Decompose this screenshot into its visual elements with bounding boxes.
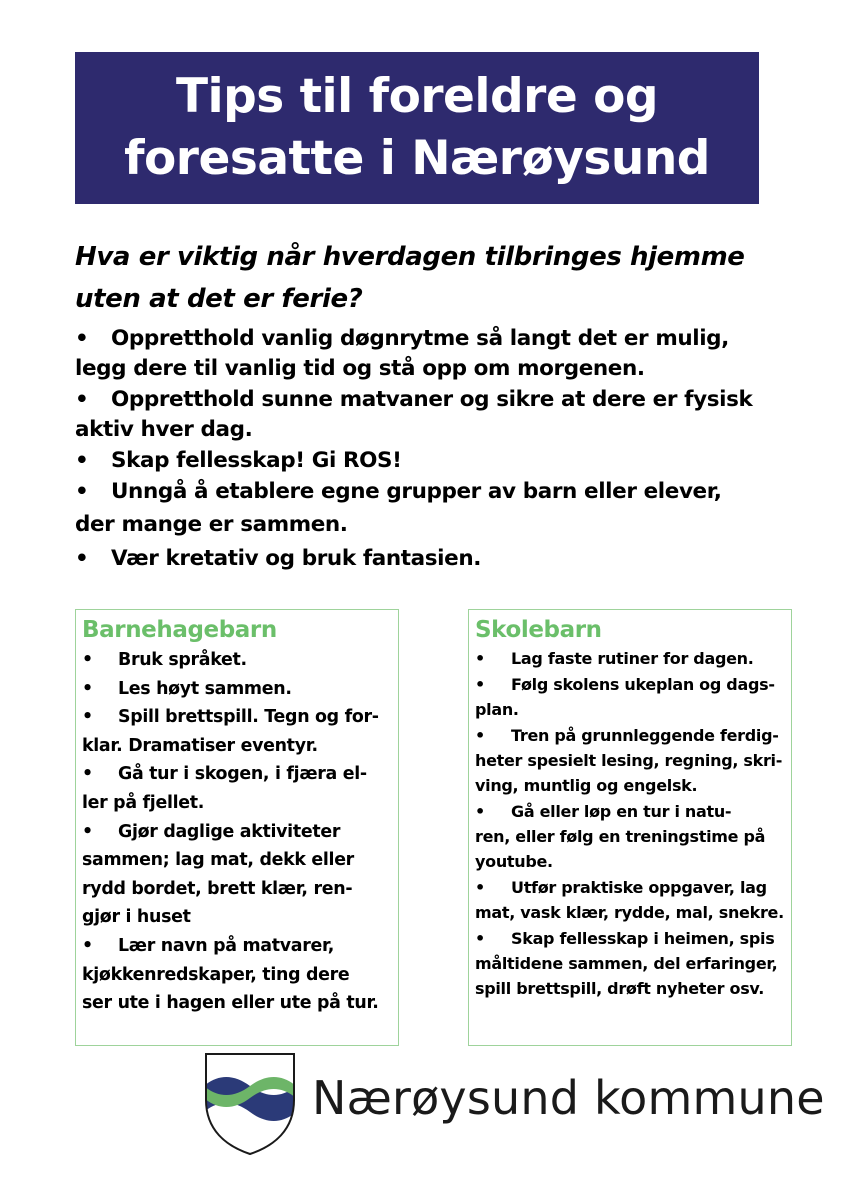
bullet-icon: • (75, 546, 89, 571)
list-item (82, 932, 392, 1018)
bullet-icon: • (475, 725, 485, 745)
list-item-text: Gå eller løp en tur i natu- (511, 801, 732, 821)
list-item-line: heter spesielt lesing, regning, skri- (475, 750, 783, 770)
list-item-line: ler på fjellet. (82, 792, 205, 813)
list-item-line (475, 723, 785, 748)
question-line-1: Hva er viktig når hverdagen tilbringes hjemme (75, 242, 745, 272)
main-tip-line: Oppretthold sunne matvaner og sikre at dere er fysisk (111, 387, 753, 412)
skole-list (475, 646, 785, 1001)
barnehage-heading: Barnehagebarn (82, 617, 277, 643)
main-tip-line: der mange er sammen. (75, 512, 348, 537)
list-item-line: spill brettspill, drøft nyheter osv. (475, 979, 765, 999)
list-item (475, 646, 785, 671)
list-item (82, 646, 392, 675)
list-item-line: rydd bordet, brett klær, ren- (82, 878, 353, 899)
list-item-line (475, 875, 785, 900)
list-item-text: Lær navn på matvarer, (118, 935, 334, 956)
list-item-line: ser ute i hagen eller ute på tur. (82, 993, 379, 1014)
title-line-1: Tips til foreldre og (175, 69, 659, 124)
barnehage-box (75, 609, 399, 1046)
bullet-icon: • (82, 764, 93, 785)
list-item-line (82, 675, 392, 704)
list-item (82, 760, 392, 817)
main-tip-4 (75, 477, 795, 540)
list-item-line (475, 799, 785, 824)
skole-heading: Skolebarn (475, 617, 602, 643)
list-item-line (475, 672, 785, 697)
list-item-line (475, 646, 785, 671)
list-item (475, 926, 785, 1002)
question-line-2: uten at det er ferie? (75, 284, 363, 314)
bullet-icon: • (82, 821, 93, 842)
title-line-2: foresatte i Nærøysund (124, 131, 710, 186)
question-heading (75, 236, 795, 320)
main-tip-line: legg dere til vanlig tid og stå opp om morgenen. (75, 356, 645, 381)
main-tip-line: Vær kretativ og bruk fantasien. (111, 546, 482, 571)
main-tip-line: Skap fellesskap! Gi ROS! (111, 448, 402, 473)
list-item-line: ren, eller følg en treningstime på (475, 826, 766, 846)
list-item (82, 675, 392, 704)
main-tip-3 (75, 446, 795, 476)
main-tip-2 (75, 385, 795, 445)
list-item (475, 875, 785, 925)
list-item-line: youtube. (475, 852, 553, 872)
list-item-text: Utfør praktiske oppgaver, lag (511, 877, 767, 897)
list-item-line (475, 926, 785, 951)
list-item (82, 703, 392, 760)
bullet-icon: • (82, 650, 93, 670)
main-tip-line: Unngå å etablere egne grupper av barn eller elever, (111, 479, 722, 504)
main-tip-line: Oppretthold vanlig døgnrytme så langt det er mulig, (111, 326, 729, 351)
list-item-line (82, 818, 392, 847)
list-item-text: Tren på grunnleggende ferdig- (511, 725, 779, 745)
title-banner (75, 52, 759, 204)
bullet-icon: • (475, 801, 485, 821)
list-item-text: Gjør daglige aktiviteter (118, 821, 341, 842)
main-tip-1 (75, 324, 795, 384)
list-item-line (82, 760, 392, 789)
bullet-icon: • (75, 387, 89, 412)
list-item-text: Gå tur i skogen, i fjæra el- (118, 764, 367, 785)
list-item-line: gjør i huset (82, 907, 191, 928)
list-item-text: Lag faste rutiner for dagen. (511, 649, 754, 668)
list-item-line (82, 646, 392, 675)
list-item-text: Les høyt sammen. (118, 678, 292, 699)
bullet-icon: • (82, 707, 93, 728)
bullet-icon: • (75, 479, 89, 504)
bullet-icon: • (475, 877, 485, 897)
bullet-icon: • (475, 928, 485, 948)
list-item-line: måltidene sammen, del erfaringer, (475, 953, 778, 973)
list-item (475, 672, 785, 722)
list-item-line (82, 703, 392, 732)
main-tip-5 (75, 544, 795, 574)
list-item-text: Skap fellesskap i heimen, spis (511, 928, 775, 948)
bullet-icon: • (475, 649, 485, 668)
bullet-icon: • (475, 674, 485, 694)
bullet-icon: • (82, 935, 93, 956)
list-item-text: Bruk språket. (118, 650, 247, 670)
list-item (475, 723, 785, 799)
list-item-line: klar. Dramatiser eventyr. (82, 735, 318, 756)
list-item (475, 799, 785, 875)
list-item-line: sammen; lag mat, dekk eller (82, 850, 354, 871)
bullet-icon: • (75, 448, 89, 473)
list-item-line: mat, vask klær, rydde, mal, snekre. (475, 903, 784, 923)
bullet-icon: • (82, 678, 93, 699)
municipal-coat-of-arms-icon (204, 1052, 296, 1156)
list-item (82, 818, 392, 932)
barnehage-list (82, 646, 392, 1018)
municipality-name: Nærøysund kommune (312, 1071, 825, 1125)
list-item-line: kjøkkenredskaper, ting dere (82, 964, 350, 985)
list-item-text: Spill brettspill. Tegn og for- (118, 707, 379, 728)
list-item-text: Følg skolens ukeplan og dags- (511, 674, 775, 694)
list-item-line: plan. (475, 699, 519, 719)
bullet-icon: • (75, 326, 89, 351)
list-item-line: ving, muntlig og engelsk. (475, 776, 698, 796)
skole-box (468, 609, 792, 1046)
list-item-line (82, 932, 392, 961)
main-tip-line: aktiv hver dag. (75, 417, 253, 442)
main-tips-list (75, 324, 795, 575)
